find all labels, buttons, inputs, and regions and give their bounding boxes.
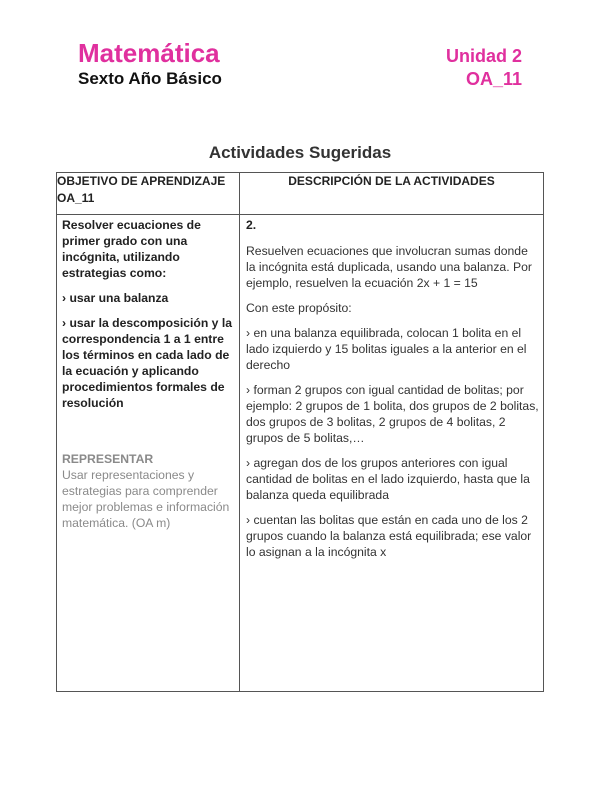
- activity-step: › en una balanza equilibrada, colocan 1 bolita en el lado izquierdo y 15 bolitas iguales a la anterior en el derecho: [246, 326, 527, 372]
- objective-bullet-balance: › usar una balanza: [62, 291, 169, 305]
- objective-intro: Resolver ecuaciones de primer grado con una incógnita, utilizando estrategias como:: [62, 218, 201, 280]
- objective-column-header: OBJETIVO DE APRENDIZAJE OA_11: [57, 173, 240, 215]
- unit-label: Unidad 2: [445, 46, 522, 66]
- activity-intro: Resuelven ecuaciones que involucran sumas donde la incógnita está duplicada, usando una balanza. Por ejemplo, resuelven la ecuación 2x + 1 = 15: [246, 244, 532, 290]
- grade-label: Sexto Año Básico: [78, 69, 222, 88]
- objective-bullet-decomposition: › usar la descomposición y la correspondencia 1 a 1 entre los términos en cada lado de la ecuación y aplicando procedimientos formales de resolución: [62, 316, 233, 410]
- subject-title: Matemática: [78, 38, 220, 68]
- objective-cell: [57, 215, 240, 692]
- skill-block: [62, 451, 235, 531]
- activity-number: 2.: [246, 218, 257, 232]
- table-body-row: [57, 215, 544, 692]
- activity-step: › cuentan las bolitas que están en cada uno de los 2 grupos cuando la balanza está equilibrada; ese valor lo asignan a la incógnita x: [246, 513, 532, 559]
- description-column-header: DESCRIPCIÓN DE LA ACTIVIDADES: [240, 173, 544, 215]
- activity-step: › agregan dos de los grupos anteriores con igual cantidad de bolitas en el lado izquierdo, hasta que la balanza queda equilibrada: [246, 456, 530, 502]
- skill-description: Usar representaciones y estrategias para comprender mejor problemas e información matemática. (OA m): [62, 468, 230, 530]
- table-header-row: [57, 173, 544, 215]
- section-title: Actividades Sugeridas: [208, 143, 392, 162]
- activity-purpose: Con este propósito:: [246, 301, 352, 315]
- skill-title: REPRESENTAR: [62, 452, 154, 466]
- activity-step: › forman 2 grupos con igual cantidad de bolitas; por ejemplo: 2 grupos de 1 bolita, dos grupos de 2 bolitas, dos grupos de 3 bolitas, 2 grupos de 4 bolitas, 2 grupos de 5 bolitas,…: [246, 383, 539, 445]
- activities-table: [56, 172, 544, 692]
- description-cell: [240, 215, 544, 692]
- objective-code: OA_11: [465, 69, 522, 89]
